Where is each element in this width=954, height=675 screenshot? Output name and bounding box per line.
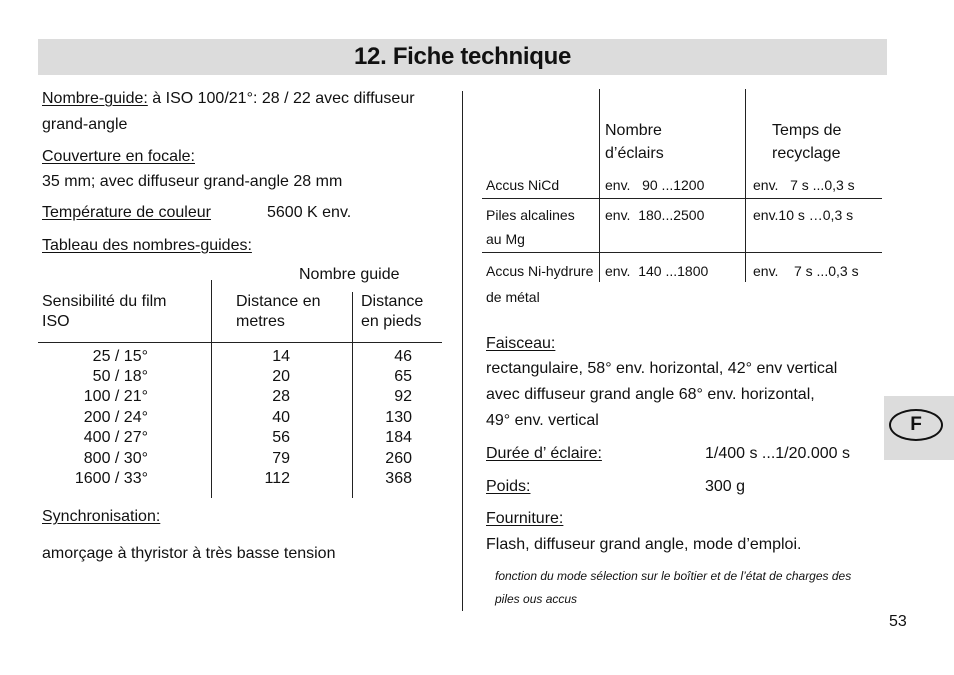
flash-row-time: env. 7 s ...0,3 s — [753, 263, 859, 279]
guide-number-text: à ISO 100/21°: 28 / 22 avec diffuseur — [147, 90, 415, 107]
table-row-iso: 800 / 30° — [83, 450, 148, 467]
coverage-label: Couverture en focale: — [42, 148, 195, 165]
table-col-divider-1 — [211, 280, 212, 498]
sync-label: Synchronisation: — [42, 508, 161, 525]
color-temp-label: Température de couleur — [42, 204, 211, 221]
flash-time-header-1: Temps de — [772, 122, 842, 139]
beam-line: rectangulaire, 58° env. horizontal, 42° env vertical — [486, 360, 838, 377]
supply-label: Fourniture: — [486, 510, 564, 527]
table-row-metres: 28 — [272, 388, 290, 405]
col-feet-header-1: Distance — [361, 293, 424, 310]
col-feet-header-2: en pieds — [361, 313, 422, 330]
table-row-feet: 46 — [394, 348, 412, 365]
guide-number-label: Nombre-guide: — [42, 90, 148, 107]
weight-label: Poids: — [486, 478, 531, 495]
supply-text: Flash, diffuseur grand angle, mode d’emploi. — [486, 536, 802, 553]
flash-row-type: Accus Ni-hydrure — [486, 263, 594, 279]
flash-time-header-2: recyclage — [772, 145, 841, 162]
table-row-feet: 184 — [385, 429, 412, 446]
flash-row-rule — [482, 252, 882, 253]
coverage-text: 35 mm; avec diffuseur grand-angle 28 mm — [42, 173, 343, 190]
footnote-line: fonction du mode sélection sur le boîtier et de l’état de charges des — [495, 569, 852, 583]
table-row-iso: 50 / 18° — [92, 368, 148, 385]
table-row-iso: 25 / 15° — [92, 348, 148, 365]
flash-row-type: Piles alcalines — [486, 207, 575, 223]
col-metres-header-1: Distance en — [236, 293, 321, 310]
flash-count-header-2: d’éclairs — [605, 145, 664, 162]
weight-value: 300 g — [705, 478, 746, 495]
flash-row-time: env.10 s …0,3 s — [753, 207, 854, 223]
flash-table-divider-1 — [599, 89, 600, 282]
language-tab — [884, 396, 954, 460]
col-iso-header-1: Sensibilité du film — [42, 293, 167, 310]
table-row-metres: 20 — [272, 368, 290, 385]
duration-value: 1/400 s ...1/20.000 s — [705, 445, 850, 462]
col-metres-header-2: metres — [236, 313, 285, 330]
table-row-iso: 100 / 21° — [83, 388, 148, 405]
flash-row-rule — [482, 198, 882, 199]
column-divider — [462, 91, 463, 611]
sync-text: amorçage à thyristor à très basse tension — [42, 545, 336, 562]
table-row-metres: 79 — [272, 450, 290, 467]
flash-count-header-1: Nombre — [605, 122, 662, 139]
flash-table-divider-2 — [745, 89, 746, 282]
flash-row-type-cont: au Mg — [486, 231, 525, 247]
beam-line: 49° env. vertical — [486, 412, 599, 429]
guide-table-label: Tableau des nombres-guides: — [42, 237, 252, 254]
page-title-text: 12. Fiche technique — [353, 43, 572, 70]
table-col-divider-2 — [352, 292, 353, 498]
footnote-line: piles ous accus — [495, 592, 578, 606]
table-row-iso: 200 / 24° — [83, 409, 148, 426]
table-row-iso: 1600 / 33° — [74, 470, 148, 487]
guide-number-text-cont: grand-angle — [42, 116, 128, 133]
language-tab-label: F — [889, 409, 943, 441]
flash-row-type-cont: de métal — [486, 289, 540, 305]
table-row-metres: 14 — [272, 348, 290, 365]
table-row-metres: 112 — [264, 470, 290, 487]
page-title — [38, 39, 887, 75]
flash-row-type: Accus NiCd — [486, 177, 560, 193]
flash-row-count: env. 180...2500 — [605, 207, 705, 223]
flash-row-time: env. 7 s ...0,3 s — [753, 177, 855, 193]
guide-number-line — [42, 90, 415, 108]
col-iso-header-2: ISO — [42, 313, 70, 330]
page-number: 53 — [889, 613, 907, 630]
table-row-feet: 92 — [394, 388, 412, 405]
table-row-feet: 65 — [394, 368, 412, 385]
table-row-feet: 130 — [385, 409, 412, 426]
beam-line: avec diffuseur grand angle 68° env. horizontal, — [486, 386, 815, 403]
table-header-rule — [38, 342, 442, 343]
table-row-metres: 56 — [272, 429, 290, 446]
beam-label: Faisceau: — [486, 335, 556, 352]
duration-label: Durée d’ éclaire: — [486, 445, 602, 462]
flash-row-count: env. 140 ...1800 — [605, 263, 709, 279]
table-row-feet: 260 — [385, 450, 412, 467]
flash-row-count: env. 90 ...1200 — [605, 177, 705, 193]
table-row-feet: 368 — [385, 470, 412, 487]
table-row-metres: 40 — [272, 409, 290, 426]
table-row-iso: 400 / 27° — [83, 429, 148, 446]
color-temp-value: 5600 K env. — [267, 204, 352, 221]
table-super-header: Nombre guide — [299, 266, 400, 283]
